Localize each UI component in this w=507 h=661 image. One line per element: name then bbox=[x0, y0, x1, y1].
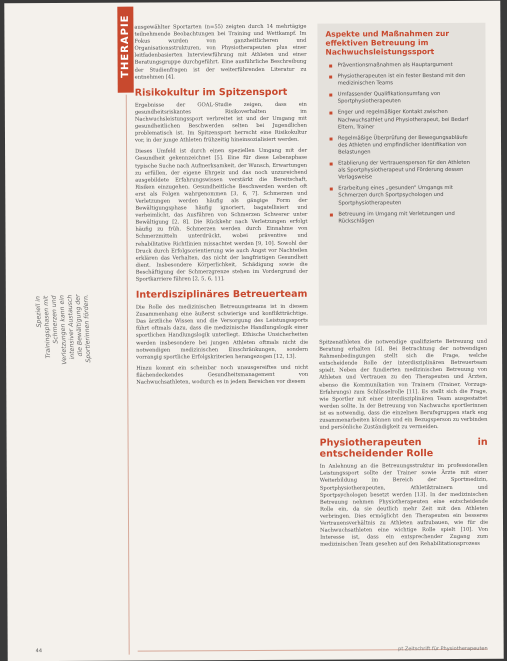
info-box-list bbox=[318, 62, 487, 226]
list-item: ▪ Etablierung der Vertrauensperson für den Athleten als Sportphysiotherapeut und Förderung dessen Verlagsweise bbox=[338, 160, 478, 182]
paragraph: In Anlehnung an die Betreuungsstruktur im professionellen Leistungssport sollte der Trainer sowie Ärzte mit einer Weiterbildung im Bereich der Sportmedizin, Sportphysiotherapeuten, Athletiktrainern und Sportpsychologen besetzt werden [13]. In der medizinischen Betreuung nehmen Physiotherapeuten eine entscheidende Rolle ein, da sie deutlich mehr Zeit mit den Athleten verbringen. Dies ermöglicht den Therapeuten ein besseres Vertrauensverhältnis zu Athleten aufzubauen, wie für die Nachwuchsathleten eine wichtige Rolle spielt [10]. Von Interesse ist, dass ein entsprechender Zugang zum medizinischen Team gesehen auf den Rehabilitationsprozess bbox=[319, 462, 489, 548]
list-item: ▪ Umfassender Qualifikationsumfang von Sportphysiotherapeuten bbox=[338, 91, 478, 106]
section-tab bbox=[117, 7, 133, 93]
list-item: ▪ Präventionsmaßnahmen als Hauptargument bbox=[338, 62, 478, 70]
info-box bbox=[317, 23, 487, 326]
heading-risikokultur: Risikokultur im Spitzensport bbox=[134, 86, 288, 99]
document-page bbox=[4, 1, 503, 661]
list-item: ▪ Betreuung im Umgang mit Verletzungen und Rückschlägen bbox=[338, 210, 478, 225]
paragraph: Die Rolle des medizinischen Betreuungsteams ist in diesem Zusammenhang eine äußerst schwierige und konfliktträchtige. Das ärztliche Wissen und die Versorgung des Leistungssports führt oftmals dazu, dass die medizinische Handlungslogik einer sportlichen Handlungslogik unterliegt. Ethische Unsicherheiten werden insbesondere bei jungen Athleten oftmals nicht die notwendigen medizinischen Einschränkungen, sondern vorrangig sportliche Erfolgskriterien herangezogen [12, 13]. bbox=[135, 303, 309, 361]
list-item: ▪ Regelmäßige Überprüfung der Bewegungsabläufe des Athleten und empfindlicher Identifikation von Belastungen bbox=[338, 135, 478, 157]
column-divider bbox=[126, 95, 130, 655]
page-number: 44 bbox=[35, 648, 43, 655]
page-footer bbox=[35, 645, 488, 658]
list-item: ▪ Physiotherapeuten ist ein fester Bestand mit den medizinischen Teams bbox=[338, 73, 478, 88]
section-tab-label: THERAPIE bbox=[119, 14, 132, 78]
paragraph: Spitzenathleten die notwendige qualifizierte Betreuung und Beratung erhalten [4]. Bei Betrachtung der notwendigen Rahmenbedingungen stellt sich die Frage, welche entscheidende Rolle der interdisziplinären Betreuerteam spielt. Neben der fundierten medizinischen Betreuung von Athleten und Vertrauen zu den Therapeuten und Ärzten, ebenso die Kommunikation von Trainern (Trainer, Vorzugs-Erfahrungs) zum Schlüsselrolle [11]. Es stellt sich die Frage, wie Sportler mit einer interdisziplinären Team ausgestattet werden sollte. In der Betreuung von Nachwuchs sportlerinnen ist es notwendig, dass die einzelnen Berufsgruppen stark eng zusammenarbeiten können und ein Bezugsperson zu verbinden und persönliche Zuständigkeit zu vermeiden. bbox=[319, 338, 488, 431]
journal-title: pt Zeitschrift für Physiotherapeuten bbox=[398, 645, 488, 653]
margin-quote: Speziell in Trainingsphasen mit Schmerzen und Verletzungen kann ein intensiver Austausch die Bewältigung der Sportlerinnen fördern. bbox=[34, 293, 93, 365]
list-item: ▪ Enger und regelmäßiger Kontakt zwischen Nachwuchsathlet und Physiotherapeut, bei Bedarf Eltern, Trainer bbox=[338, 109, 478, 131]
left-column bbox=[134, 24, 308, 391]
paragraph: Dieses Umfeld ist durch einen speziellen Umgang mit der Gesundheit gekennzeichnet [5]. Eine für diese Lebensphase typische Suche nach Aufmerksamkeit, der Wunsch, Erwartungen zu erfüllen, der eigene Ehrgeiz und das noch unzureichend ausgebildete Erfahrungswissen verstärkt die Bereitschaft, Risiken einzugehen. Gesundheitliche Beschwerden werden oft erst als Folgen wahrgenommen [3, 6, 7]. Schmerzen und Verletzungen werden häufig als gängige Form der Bewältigungsphase häufig ignoriert, bagatellisiert und verheimlicht, das Ausführen von Schmerzen Schwerer unter Bewältigung [2, 8]. Die Rückkehr nach Verletzungen erfolgt häufig zu früh. Schmerzen werden durch Einnahme von Schmerzmitteln unterdrückt, wobei präventive und rehabilitative Richtlinien missachtet werden [9, 10]. Sowohl der Druck durch Erfolgsorientierung wie auch Angst vor Nachteilen erklären das Verhalten, das nicht der langfristigen Gesundheit dient. Insbesondere Körperlichkeit, Schädigung sowie die Beschäftigung der Schmerzgrenze stehen im Vordergrund der Sportkarriere führen [2, 5, 6, 11]. bbox=[135, 148, 308, 283]
info-box-title: Aspekte und Maßnahmen zur effektiven Betreuung im Nachwuchsleistungssport bbox=[325, 28, 450, 57]
intro-paragraph: ausgewählter Sportarten (n=55) zeigten durch 14 mehrtägige teilnehmende Beobachtungen bei Training und Wettkampf. Im Fokus wurden von ganzheitlicheren und Organisationsstrukturen, von Physiotherapeuten plus einer leitfadenbasierten Interviewführung mit Athleten und einer Beratungsgruppe durchgeführt. Eine ausführliche Beschreibung der Studienfragen ist der weiterführenden Literatur zu entnehmen [4]. bbox=[134, 23, 307, 81]
paragraph: Ergebnisse der GOAL-Studie zeigen, dass ein gesundheitsriskantes Risikoverhalten im Nachwuchsleistungssport verbreitet ist und der Umgang mit gesundheitlichen Beschwerden selten bei Jugendlichen problematisch ist. Im Spitzensport herrscht eine Risikokultur vor, in der junge Athleten frühzeitig hineinsozialisiert werden. bbox=[134, 101, 307, 144]
list-item: ▪ Erarbeitung eines „gesunden“ Umgangs mit Schmerzen durch Sportpsychologen und Sportphysiotherapeuten bbox=[338, 185, 478, 207]
right-column bbox=[319, 339, 488, 553]
heading-physiotherapeuten: Physiotherapeuten in entscheidender Rolle bbox=[319, 436, 488, 460]
heading-betreuerteam: Interdisziplinäres Betreuerteam bbox=[135, 288, 308, 301]
paragraph: Hinzu kommt ein scheinbar noch unausgereiftes und nicht flächendeckendes Gesundheitsmanagement von Nachwuchsathleten, wodurch es in jedem Bereichen vor diesem bbox=[136, 364, 309, 386]
